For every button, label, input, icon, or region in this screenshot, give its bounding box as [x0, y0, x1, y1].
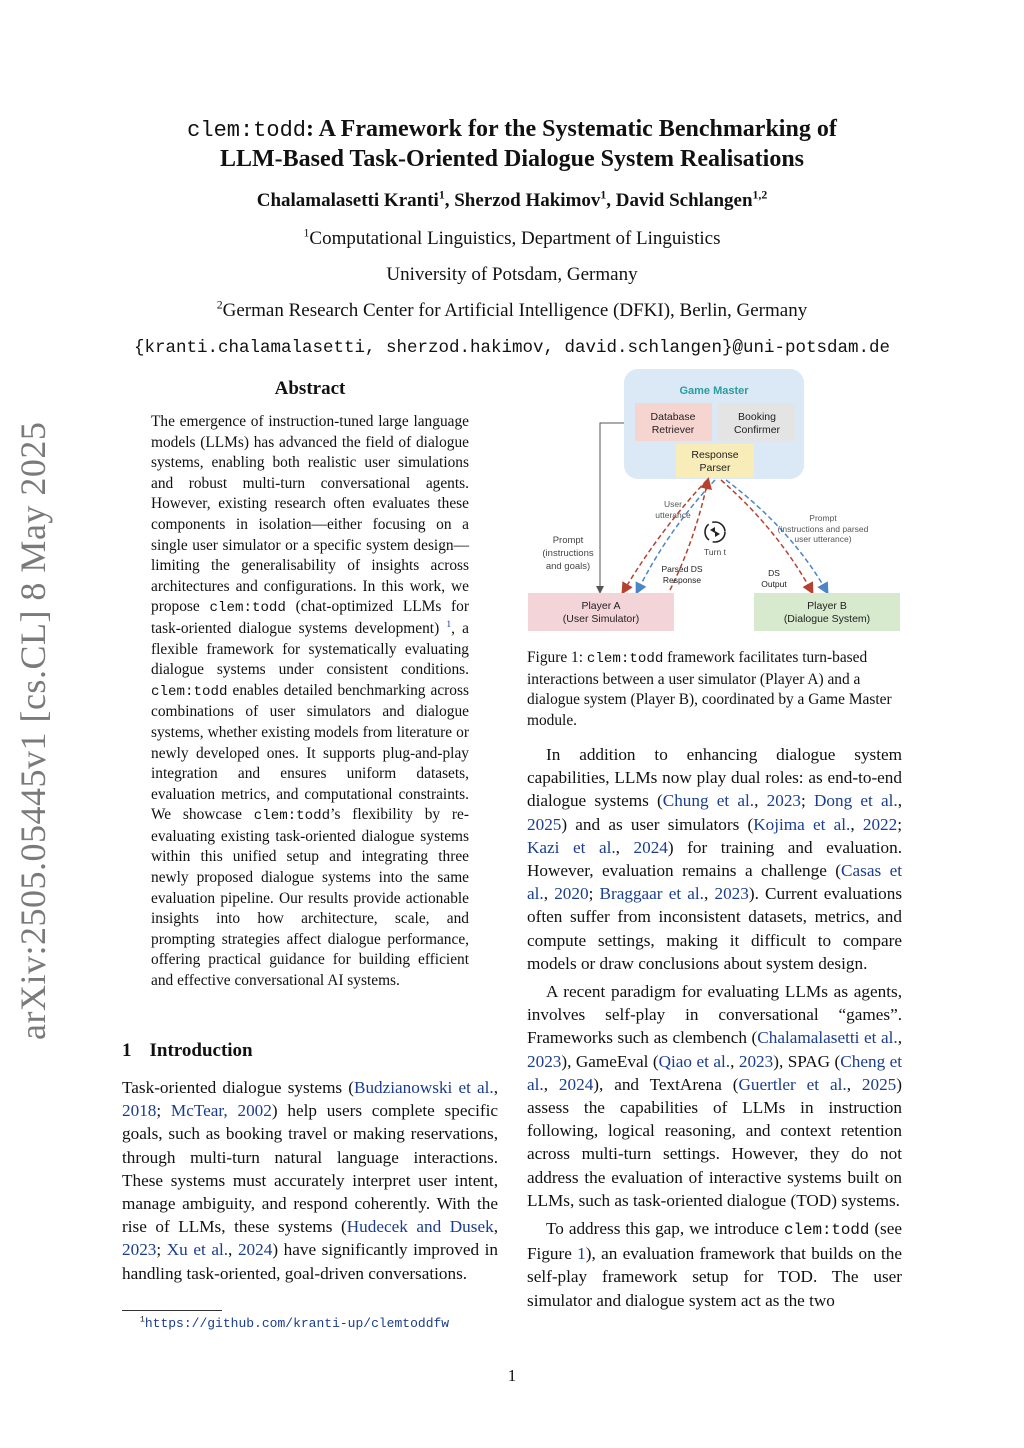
- citation-link[interactable]: 2020: [554, 884, 589, 904]
- citation-link[interactable]: Chalamalasetti et al.: [757, 1028, 898, 1048]
- citation-link[interactable]: Budzianowski et al.: [353, 1078, 494, 1097]
- body-text: ;: [588, 884, 600, 904]
- affiliation-1-text: Computational Linguistics, Department of Linguistics: [309, 228, 721, 249]
- paper-title: [100, 115, 924, 174]
- intro-text: ,: [493, 1078, 498, 1097]
- author-2-sup: 1: [600, 188, 607, 202]
- player-b-label: Player B: [807, 600, 847, 612]
- body-text: ,: [543, 1074, 559, 1094]
- intro-text: ) help users complete specific goals, such as booking travel or making reservations, through multi-turn natural language interactions. These systems must accurately interpret user intent, manage ambiguity, and respond coherently. With the rise of LLMs, these systems (: [122, 1101, 498, 1237]
- section-title: Introduction: [149, 1040, 253, 1061]
- database-retriever-label: Database: [650, 411, 696, 423]
- abstract-code-3: clem:todd: [253, 808, 331, 825]
- ds-output-label: Output: [761, 579, 787, 589]
- author-3: David Schlangen: [615, 190, 753, 211]
- citation-link[interactable]: 2023: [527, 1051, 562, 1071]
- abstract-text-5: ’s flexibility by re-evaluating existing task-oriented dialogue systems within this unified setup and integrating three newly proposed dialogue systems into the same evaluation pipeline. Our results provide actionable insights into how architecture, scale, and prompting strategies affect dialogue performance, offering practical guidance for building efficient and effective conversational AI systems.: [151, 806, 469, 990]
- affiliation-1-sup: 1: [303, 226, 310, 240]
- arxiv-identifier: arXiv:2505.05445v1 [cs.CL] 8 May 2025: [13, 421, 53, 1040]
- footnote: [140, 1316, 449, 1331]
- body-text: (see Figure: [527, 1219, 902, 1264]
- citation-link[interactable]: Chung et al.: [662, 791, 755, 811]
- citation-link[interactable]: 2024: [633, 837, 668, 857]
- body-text: ,: [703, 884, 715, 904]
- turn-cycle-icon: [705, 522, 725, 542]
- prompt-a-arrow: [600, 423, 624, 592]
- user-utterance-label: User: [664, 499, 682, 509]
- figure-reference-link[interactable]: 1: [577, 1244, 586, 1264]
- abstract-code-1: clem:todd: [209, 600, 286, 617]
- body-text: To address this gap, we introduce: [546, 1219, 784, 1239]
- page-number: 1: [507, 1366, 517, 1385]
- turn-label: Turn t: [704, 547, 726, 557]
- player-b-label: (Dialogue System): [783, 613, 871, 625]
- body-text: ). Current evaluations often suffer from inconsistent datasets, metrics, and compute settings, making it difficult to compare models or draw conclusions about system design.: [527, 884, 903, 973]
- right-column-body: [527, 743, 902, 1312]
- citation-link[interactable]: Xu et al.: [166, 1240, 229, 1260]
- body-text: A recent paradigm for evaluating LLMs as agents, involves self-play in conversational “games”. Frameworks such as clembench (: [527, 982, 902, 1048]
- citation-link[interactable]: McTear, 2002: [170, 1101, 272, 1121]
- citation-link[interactable]: 2025: [527, 814, 562, 834]
- affiliation-2-text: German Research Center for Artificial Intelligence (DFKI), Berlin, Germany: [222, 300, 808, 321]
- abstract-text-3: , a flexible framework for systematically evaluating dialogue systems under consistent conditions.: [151, 619, 470, 679]
- body-text: ;: [897, 814, 902, 834]
- booking-confirmer-label: Booking: [738, 411, 776, 423]
- intro-text: Task-oriented dialogue systems (: [122, 1078, 354, 1097]
- affiliation-1: [100, 228, 924, 250]
- citation-link[interactable]: 2022: [862, 814, 898, 834]
- citation-link[interactable]: 2023: [122, 1240, 157, 1260]
- affiliation-1-location: University of Potsdam, Germany: [386, 264, 638, 285]
- abstract-code-2: clem:todd: [151, 683, 228, 700]
- citation-link[interactable]: 2025: [861, 1074, 897, 1094]
- citation-link[interactable]: 2023: [738, 1051, 774, 1071]
- caption-text: framework facilitates turn-based interactions between a user simulator (Player A) and a dialogue system (Player B), coordinated by a Game Master module.: [527, 649, 892, 729]
- citation-link[interactable]: Hudecek and Dusek: [346, 1217, 494, 1237]
- citation-link[interactable]: Guertler et al.: [738, 1074, 847, 1094]
- title-code: clem:todd: [187, 118, 306, 143]
- database-retriever-label: Retriever: [651, 424, 695, 436]
- body-text: ) assess the capabilities of LLMs in instruction following, logical reasoning, and context retention across multi-turn settings. However, they do not address the evaluation of interactive systems built on LLMs, such as task-oriented dialogue (TOD) systems.: [527, 1074, 902, 1210]
- body-text: ) for training and evaluation. However, evaluation remains a challenge (: [527, 837, 902, 881]
- body-text: In addition to enhancing dialogue system capabilities, LLMs now play dual roles: as end-to-end dialogue systems (: [527, 745, 902, 811]
- citation-link[interactable]: Qiao et al.: [658, 1051, 731, 1071]
- body-text: ,: [897, 1028, 902, 1048]
- footnote-marker[interactable]: 1: [446, 618, 452, 630]
- intro-text: ,: [228, 1240, 238, 1260]
- footnote-link[interactable]: https://github.com/kranti-up/clemtoddfw: [144, 1316, 450, 1331]
- citation-link[interactable]: 2024: [558, 1074, 594, 1094]
- abstract-body: [151, 412, 469, 992]
- citation-link[interactable]: Dong et al.: [813, 791, 898, 811]
- title-line1: : A Framework for the Systematic Benchmarking of: [306, 116, 837, 142]
- body-text: ), an evaluation framework that builds on the self-play framework setup for TOD. The user simulator and dialogue system act as the two: [527, 1244, 902, 1310]
- booking-confirmer-label: Confirmer: [733, 424, 781, 436]
- response-parser-label: Response: [691, 449, 739, 461]
- player-a-label: (User Simulator): [562, 613, 640, 625]
- citation-link[interactable]: 2024: [237, 1240, 273, 1260]
- section-heading-introduction: [122, 1040, 253, 1062]
- footnote-number: 1: [140, 1315, 145, 1325]
- player-b-box: [754, 593, 900, 631]
- affiliation-2-sup: 2: [216, 298, 223, 312]
- prompt-b-label: Prompt: [809, 513, 837, 523]
- citation-link[interactable]: 2018: [122, 1101, 157, 1121]
- prompt-a-label: Prompt: [552, 535, 584, 546]
- author-2: Sherzod Hakimov: [454, 190, 601, 211]
- abstract-heading: Abstract: [274, 378, 346, 399]
- citation-link[interactable]: Casas et al.: [527, 861, 902, 904]
- footnote-divider: [122, 1310, 222, 1311]
- body-text: ;: [801, 791, 814, 811]
- body-text: ), SPAG (: [773, 1051, 841, 1071]
- parsed-ds-label: Parsed DS: [661, 564, 703, 574]
- abstract-text-1: The emergence of instruction-tuned large language models (LLMs) has advanced the field of dialogue systems, enabling both realistic user simulations and robust multi-turn conversational agents. However, existing research often evaluates these components in isolation—either focusing on a single user simulator or a specific system design—limiting the generalisability of insights across architectures and configurations. In this work, we propose: [151, 413, 469, 616]
- author-1: Chalamalasetti Kranti: [256, 190, 439, 211]
- body-text: ,: [615, 837, 634, 857]
- body-text: ,: [850, 814, 863, 834]
- citation-link[interactable]: Braggaar et al.: [599, 884, 704, 904]
- figure-1-caption: [527, 648, 902, 731]
- player-a-box: [528, 593, 674, 631]
- prompt-a-label: and goals): [545, 561, 591, 572]
- caption-label: Figure 1:: [527, 649, 587, 666]
- citation-link[interactable]: Kojima et al.: [753, 814, 851, 834]
- body-text: ,: [846, 1074, 862, 1094]
- body-text: ), and TextArena (: [593, 1074, 739, 1094]
- body-text: ,: [754, 791, 767, 811]
- paragraph-self-play: [527, 980, 902, 1212]
- body-text: ) and as user simulators (: [561, 814, 754, 834]
- parsed-ds-label: Response: [662, 575, 702, 585]
- intro-text: ,: [493, 1217, 498, 1237]
- intro-paragraph: [122, 1076, 498, 1285]
- section-number: 1: [122, 1040, 132, 1061]
- intro-text: ) have significantly improved in handling task-oriented, goal-driven conversations.: [122, 1240, 498, 1283]
- author-3-sup: 1,2: [752, 188, 768, 202]
- paragraph-introduce-framework: [527, 1217, 902, 1312]
- author-emails: {kranti.chalamalasetti, sherzod.hakimov, david.schlangen}@uni-potsdam.de: [133, 338, 891, 358]
- abstract-text-2: (chat-optimized LLMs for task-oriented dialogue systems development): [151, 598, 469, 637]
- ds-output-label: DS: [768, 568, 780, 578]
- citation-link[interactable]: Cheng et al.: [527, 1051, 903, 1094]
- intro-text: ;: [156, 1240, 167, 1260]
- citation-link[interactable]: 2023: [766, 791, 801, 811]
- prompt-b-label: (instructions and parsed: [777, 524, 869, 534]
- game-master-label: Game Master: [679, 385, 749, 397]
- paragraph-llm-roles: [527, 743, 902, 975]
- abstract-text-4: enables detailed benchmarking across combinations of user simulators and dialogue systems, whether existing models from literature or newly developed ones. It supports plug-and-play integration and ensures uniform datasets, evaluation metrics, and computational constraints. We showcase: [151, 681, 469, 824]
- user-utterance-label: utterance: [655, 510, 691, 520]
- figure-1-diagram: [520, 360, 910, 640]
- response-parser-label: Parser: [699, 462, 731, 474]
- body-text: ), GameEval (: [561, 1051, 659, 1071]
- citation-link[interactable]: 2023: [714, 884, 749, 904]
- body-text: ,: [730, 1051, 739, 1071]
- intro-text: ;: [156, 1101, 171, 1121]
- author-list: Chalamalasetti Kranti$^1$, Sherzod Hakimov$^1$, David Schlangen$^{1,2}$: [256, 188, 768, 211]
- author-1-sup: 1: [438, 188, 445, 202]
- body-text: ,: [543, 884, 555, 904]
- citation-link[interactable]: Kazi et al.: [527, 837, 616, 857]
- title-line2: LLM-Based Task-Oriented Dialogue System Realisations: [219, 146, 805, 172]
- caption-code: clem:todd: [586, 651, 664, 667]
- body-text: ,: [897, 791, 902, 811]
- body-code: clem:todd: [783, 1221, 870, 1240]
- prompt-a-label: (instructions: [542, 548, 594, 559]
- affiliation-2: [100, 300, 924, 322]
- player-a-label: Player A: [581, 600, 621, 612]
- prompt-b-label: user utterance): [794, 534, 852, 544]
